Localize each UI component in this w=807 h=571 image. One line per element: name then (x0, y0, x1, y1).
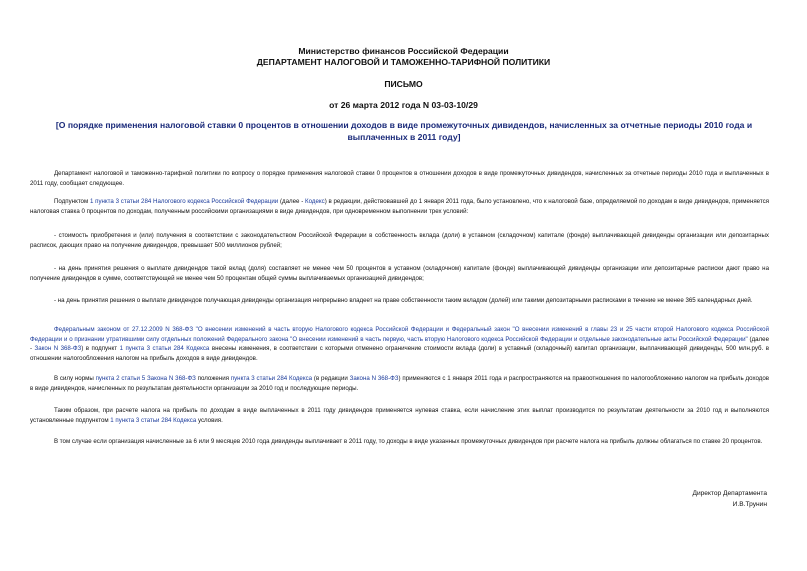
text-run: ) применяются с 1 января 2011 года и распространяются на правоотношения по налогообложению налогом на прибыль доходов в виде дивидендов, начисленных по результатам деятельности организации за 2010 год и последующие периоды. (30, 375, 769, 392)
document-title: [О порядке применения налоговой ставки 0 процентов в отношении доходов в виде промежуточных дивидендов, начисленных за отчетные периоды 2010 года и выплаченных в 2011 году] (55, 120, 753, 142)
law-article-link[interactable]: пункта 2 статьи 5 Закона N 368-ФЗ (95, 375, 196, 382)
signature-position: Директор Департамента (692, 490, 767, 497)
paragraph-effective-date (30, 374, 769, 393)
paragraph-condition-1 (30, 231, 769, 250)
document-date-number: от 26 марта 2012 года N 03-03-10/29 (329, 100, 478, 110)
law-link[interactable]: 1 пункта 3 статьи 284 Налогового кодекса Российской Федерации (89, 198, 279, 205)
code-article-link[interactable]: 1 пункта 3 статьи 284 Кодекса (119, 345, 210, 353)
paragraph-text (30, 197, 769, 216)
text-run: ) в редакции, действовавшей до 1 января 2011 года, было установлено, что к налоговой базе, определяемой по доходам в виде дивидендов, применяется налоговая ставка 0 процентов по доходам, полученным российскими организациями в виде дивидендов, при одновременном выполнении трех условий: (30, 198, 770, 215)
paragraph-condition-3 (30, 296, 769, 306)
paragraph-intro (30, 169, 769, 188)
paragraph-text: - на день принятия решения о выплате дивидендов такой вклад (доля) составляет не менее чем 50 процентов в уставном (складочном) капитале (фонде) выплачивающей дивиденды организации или депозитарные расписки дают право на получение дивидендов в сумме, соответствующей не менее чем 50 процентам общей суммы выплачиваемых организацией дивидендов; (30, 265, 769, 282)
paragraph-law-changes (30, 325, 769, 363)
code-article-link[interactable]: пункта 3 статьи 284 Кодекса (230, 375, 313, 382)
paragraph-conditions (30, 197, 769, 216)
law-368-link[interactable]: Закона N 368-ФЗ (349, 375, 399, 382)
text-run: Таким образом, при расчете налога на прибыль по доходам в виде выплаченных в 2011 году дивидендов применяется нулевая ставка, если начисление этих выплат производится по результатам деятельности за 2010 год и выполняются установленные подпунктом (30, 407, 769, 424)
paragraph-text: В том случае если организация начисленные за 6 или 9 месяцев 2010 года дивиденды выплачивает в 2011 году, то доходы в виде указанных промежуточных дивидендов при расчете налога на прибыль должны облагаться по ставке 20 процентов. (54, 438, 763, 445)
text-run: ) в подпункт (81, 345, 120, 353)
signature-name: И.В.Трунин (732, 501, 767, 508)
code-link[interactable]: Кодекс (305, 198, 325, 205)
paragraph-interim-dividends (30, 437, 769, 447)
text-run: условия. (196, 416, 223, 424)
text-run: положения (195, 375, 231, 382)
paragraph-text (30, 325, 769, 363)
paragraph-text (30, 374, 769, 393)
text-run: внесены изменения, в соответствии с которыми отменено ограничение стоимости вклада (доли) в уставный (складочный) капитал организации, выплачивающей дивиденды, 500 млн.руб. в отношении налогообложения налогом на прибыль доходов в виде дивидендов. (30, 345, 770, 362)
paragraph-conclusion (30, 406, 769, 425)
paragraph-text: Департамент налоговой и таможенно-тарифной политики по вопросу о порядке применения налоговой ставки 0 процентов в отношении доходов в виде промежуточных дивидендов, начисленных за отчетные периоды 2010 года и выплаченных в 2011 году, сообщает следующее. (30, 170, 769, 187)
paragraph-condition-2 (30, 264, 769, 283)
ministry-name: Министерство финансов Российской Федерации (298, 46, 509, 56)
paragraph-text (30, 406, 769, 425)
text-run: В силу нормы (54, 375, 96, 382)
paragraph-text: - стоимость приобретения и (или) получения в соответствии с законодательством Российской Федерации в собственность вклада (доли) в уставном (складочном) капитале (фонде) выплачивающей дивиденды организации или депозитарных расписок, дающих право на получение дивидендов, превышает 500 миллионов рублей; (30, 232, 769, 249)
federal-law-link[interactable]: Федеральным законом от 27.12.2009 N 368-ФЗ "О внесении изменений в часть вторую Налогового кодекса Российской Федерации и Федеральный закон "О внесении изменений в главы 23 и 25 части второй Налогового кодекса Российской Федерации и о признании утратившими силу отдельных положений Федерального закона "О внесении изменений в часть первую, часть вторую Налогового кодекса Российской Федерации и отдельные законодательные акты Российской Федерации" (30, 326, 769, 343)
code-article-link[interactable]: 1 пункта 3 статьи 284 Кодекса (110, 416, 197, 424)
text-run: (в редакции (312, 375, 350, 382)
paragraph-text: - на день принятия решения о выплате дивидендов получающая дивиденды организация непрерывно владеет на праве собственности таким вкладом (долей) или такими депозитарными расписками в течение не менее 365 календарных дней. (54, 297, 753, 304)
department-name: ДЕПАРТАМЕНТ НАЛОГОВОЙ И ТАМОЖЕННО-ТАРИФНОЙ ПОЛИТИКИ (256, 57, 551, 67)
law-368-link[interactable]: Закон N 368-ФЗ (34, 345, 82, 353)
text-run: (далее - (278, 198, 306, 205)
text-run: Подпунктом (54, 198, 90, 205)
document-type: ПИСЬМО (384, 79, 423, 89)
text-run: (далее - (30, 335, 769, 353)
